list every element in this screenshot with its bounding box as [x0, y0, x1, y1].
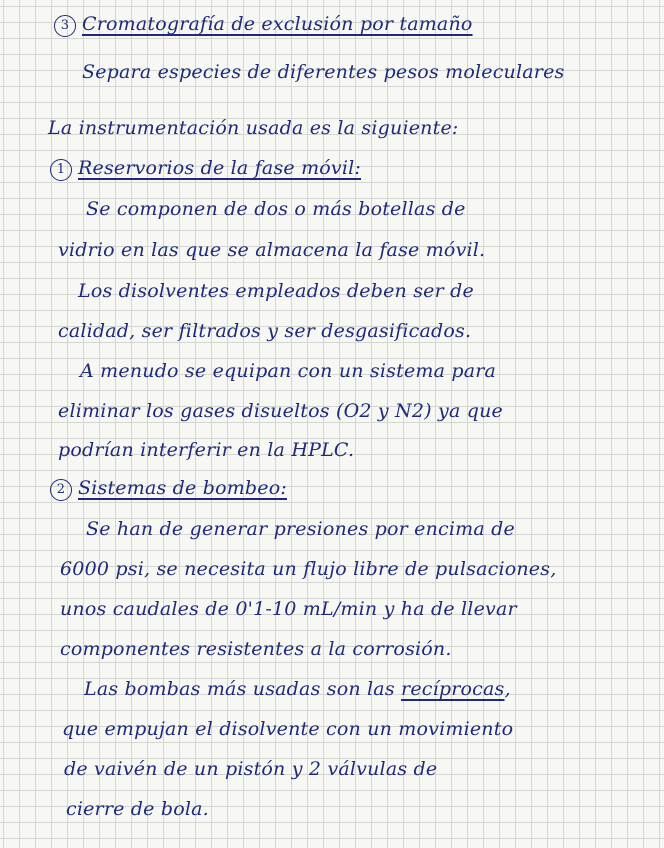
text-line: Se han de generar presiones por encima de: [86, 518, 515, 540]
subsection-title-2: Sistemas de bombeo:: [78, 477, 287, 499]
subsection-title-1: Reservorios de la fase móvil:: [78, 157, 362, 179]
intro-line: Separa especies de diferentes pesos moleculares: [82, 61, 565, 83]
text-line: cierre de bola.: [66, 798, 209, 820]
text-line: vidrio en las que se almacena la fase móvil.: [58, 239, 486, 261]
text-line: 6000 psi, se necesita un flujo libre de pulsaciones,: [60, 558, 557, 580]
text-line: componentes resistentes a la corrosión.: [60, 638, 452, 660]
text-line: podrían interferir en la HPLC.: [58, 439, 355, 461]
text-line: que empujan el disolvente con un movimiento: [62, 718, 514, 740]
subsection-heading-1: [50, 156, 361, 181]
text-line: A menudo se equipan con un sistema para: [80, 360, 497, 382]
subsection-number-1: 1: [50, 159, 72, 181]
text-line: calidad, ser filtrados y ser desgasificados.: [58, 320, 472, 342]
text-line: Se componen de dos o más botellas de: [86, 198, 466, 220]
text-line: Los disolventes empleados deben ser de: [78, 280, 474, 302]
heading-title: Cromatografía de exclusión por tamaño: [82, 13, 473, 35]
subsection-heading-2: [50, 476, 287, 501]
emphasis-word: recíprocas: [401, 678, 505, 700]
instrumentation-intro: La instrumentación usada es la siguiente:: [48, 117, 459, 139]
text-line: [84, 677, 511, 701]
text-fragment: ,: [504, 678, 511, 700]
text-line: eliminar los gases disueltos (O2 y N2) ya que: [58, 400, 503, 422]
subsection-number-2: 2: [50, 479, 72, 501]
text-fragment: Las bombas más usadas son las: [84, 678, 402, 700]
text-line: unos caudales de 0'1-10 mL/min y ha de llevar: [60, 598, 517, 620]
section-heading: [54, 12, 473, 37]
text-line: de vaivén de un pistón y 2 válvulas de: [64, 758, 438, 780]
section-number-3: 3: [54, 15, 76, 37]
